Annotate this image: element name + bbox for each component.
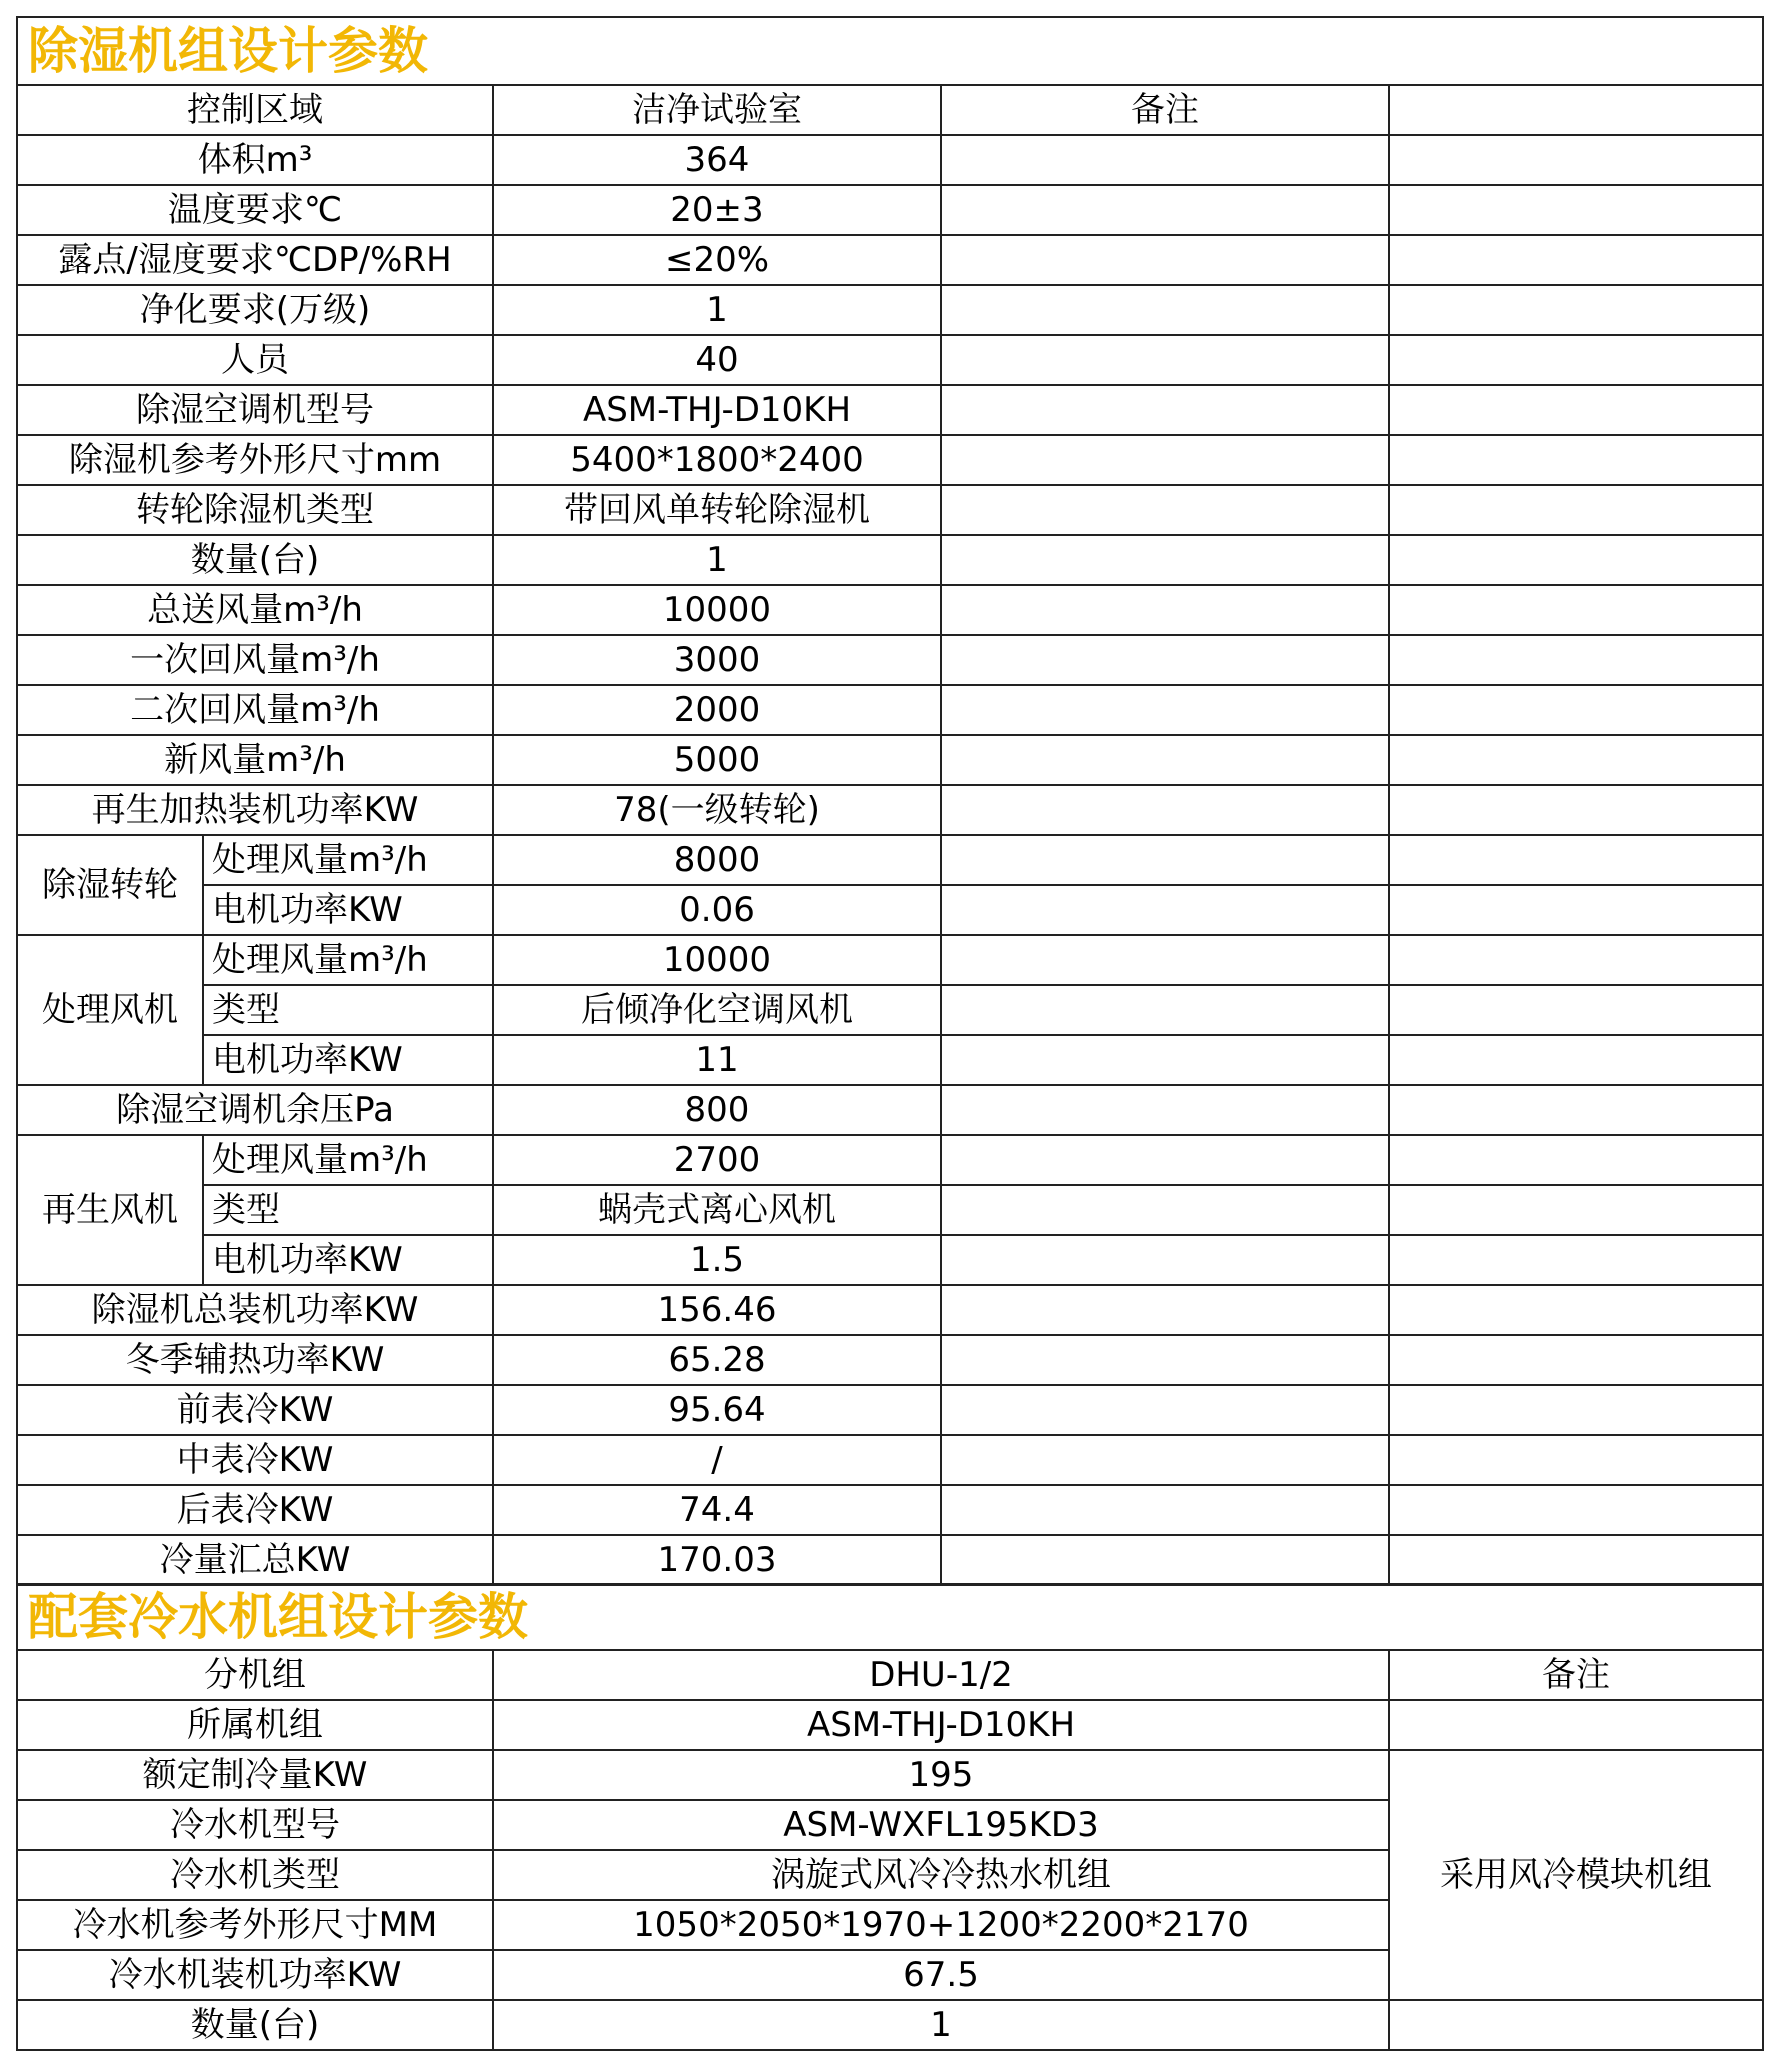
row-label: 冬季辅热功率KW (17, 1335, 493, 1385)
table-row (17, 1135, 1763, 1185)
row-value: 1.5 (493, 1235, 941, 1285)
row-value: 40 (493, 335, 941, 385)
table-header-row (17, 85, 1763, 135)
table-row (17, 1750, 1763, 1800)
table-row (17, 535, 1763, 585)
row-value: ≤20% (493, 235, 941, 285)
row-value: 10000 (493, 585, 941, 635)
merged-remark: 采用风冷模块机组 (1389, 1750, 1763, 2000)
row-label: 电机功率KW (203, 1235, 493, 1285)
row-value: 800 (493, 1085, 941, 1135)
row-label: 人员 (17, 335, 493, 385)
table-row (17, 2000, 1763, 2050)
row-label: 处理风量m³/h (203, 935, 493, 985)
group-label-process-fan: 处理风机 (17, 935, 203, 1085)
row-label: 冷水机类型 (17, 1850, 493, 1900)
header-label: 控制区域 (17, 85, 493, 135)
row-label: 电机功率KW (203, 885, 493, 935)
dehumidifier-params-table (16, 16, 1764, 1586)
row-label: 处理风量m³/h (203, 835, 493, 885)
row-label: 除湿机参考外形尺寸mm (17, 435, 493, 485)
row-value: 带回风单转轮除湿机 (493, 485, 941, 535)
row-label: 除湿空调机余压Pa (17, 1085, 493, 1135)
row-label: 冷水机装机功率KW (17, 1950, 493, 2000)
row-value: 11 (493, 1035, 941, 1085)
row-label: 除湿空调机型号 (17, 385, 493, 435)
header-remark: 备注 (941, 85, 1389, 135)
table-row (17, 1185, 1763, 1235)
row-label: 冷量汇总KW (17, 1535, 493, 1585)
row-value: 95.64 (493, 1385, 941, 1435)
row-label: 净化要求(万级) (17, 285, 493, 335)
row-label: 总送风量m³/h (17, 585, 493, 635)
row-value: 170.03 (493, 1535, 941, 1585)
table-row (17, 1435, 1763, 1485)
table-row (17, 1485, 1763, 1535)
table-row (17, 785, 1763, 835)
row-label: 二次回风量m³/h (17, 685, 493, 735)
table-row (17, 335, 1763, 385)
row-value: / (493, 1435, 941, 1485)
row-label: 体积m³ (17, 135, 493, 185)
table-row (17, 685, 1763, 735)
row-value: 156.46 (493, 1285, 941, 1335)
row-label: 数量(台) (17, 2000, 493, 2050)
row-value: 74.4 (493, 1485, 941, 1535)
row-value: 5400*1800*2400 (493, 435, 941, 485)
row-label: 处理风量m³/h (203, 1135, 493, 1185)
row-label: 再生加热装机功率KW (17, 785, 493, 835)
table-row (17, 885, 1763, 935)
table-row (17, 735, 1763, 785)
header-value: 洁净试验室 (493, 85, 941, 135)
row-value: 1 (493, 285, 941, 335)
row-label: 露点/湿度要求℃DP/%RH (17, 235, 493, 285)
table-row (17, 1535, 1763, 1585)
table-row (17, 1335, 1763, 1385)
row-value: 78(一级转轮) (493, 785, 941, 835)
header-remark: 备注 (1389, 1650, 1763, 1700)
row-label: 类型 (203, 1185, 493, 1235)
row-label: 一次回风量m³/h (17, 635, 493, 685)
row-value: 65.28 (493, 1335, 941, 1385)
section-title-dehumidifier: 除湿机组设计参数 (17, 17, 1763, 85)
row-label: 类型 (203, 985, 493, 1035)
row-value: 8000 (493, 835, 941, 885)
table-row (17, 1385, 1763, 1435)
row-value: 涡旋式风冷冷热水机组 (493, 1850, 1389, 1900)
table-row (17, 1085, 1763, 1135)
row-value: 67.5 (493, 1950, 1389, 2000)
table-row (17, 485, 1763, 535)
row-label: 转轮除湿机类型 (17, 485, 493, 535)
row-label: 后表冷KW (17, 1485, 493, 1535)
row-label: 电机功率KW (203, 1035, 493, 1085)
row-value: 3000 (493, 635, 941, 685)
table-row (17, 1285, 1763, 1335)
row-value: 0.06 (493, 885, 941, 935)
table-row (17, 585, 1763, 635)
row-value: 5000 (493, 735, 941, 785)
table-row (17, 1700, 1763, 1750)
row-value: 2700 (493, 1135, 941, 1185)
row-label: 冷水机型号 (17, 1800, 493, 1850)
row-value: 1050*2050*1970+1200*2200*2170 (493, 1900, 1389, 1950)
row-value: 蜗壳式离心风机 (493, 1185, 941, 1235)
header-extra (1389, 85, 1763, 135)
row-label: 所属机组 (17, 1700, 493, 1750)
table-row (17, 235, 1763, 285)
table-row (17, 285, 1763, 335)
row-label: 新风量m³/h (17, 735, 493, 785)
table-row (17, 435, 1763, 485)
row-label: 中表冷KW (17, 1435, 493, 1485)
group-label-wheel: 除湿转轮 (17, 835, 203, 935)
row-label: 额定制冷量KW (17, 1750, 493, 1800)
row-label: 温度要求℃ (17, 185, 493, 235)
row-label: 冷水机参考外形尺寸MM (17, 1900, 493, 1950)
header-label: 分机组 (17, 1650, 493, 1700)
row-value: ASM-THJ-D10KH (493, 385, 941, 435)
table-header-row (17, 1650, 1763, 1700)
row-value: ASM-WXFL195KD3 (493, 1800, 1389, 1850)
table-row (17, 185, 1763, 235)
row-value: ASM-THJ-D10KH (493, 1700, 1389, 1750)
row-label: 前表冷KW (17, 1385, 493, 1435)
table-row (17, 1235, 1763, 1285)
row-value: 1 (493, 2000, 1389, 2050)
table-row (17, 935, 1763, 985)
row-value: 364 (493, 135, 941, 185)
row-value: 后倾净化空调风机 (493, 985, 941, 1035)
table-row (17, 135, 1763, 185)
row-value: 195 (493, 1750, 1389, 1800)
section-title-chiller: 配套冷水机组设计参数 (17, 1584, 1763, 1650)
table-row (17, 385, 1763, 435)
row-label: 除湿机总装机功率KW (17, 1285, 493, 1335)
group-label-regen-fan: 再生风机 (17, 1135, 203, 1285)
header-value: DHU-1/2 (493, 1650, 1389, 1700)
row-value: 1 (493, 535, 941, 585)
chiller-params-table (16, 1583, 1764, 2051)
table-row (17, 835, 1763, 885)
row-label: 数量(台) (17, 535, 493, 585)
table-row (17, 985, 1763, 1035)
table-row (17, 635, 1763, 685)
row-value: 20±3 (493, 185, 941, 235)
row-value: 2000 (493, 685, 941, 735)
row-value: 10000 (493, 935, 941, 985)
table-row (17, 1035, 1763, 1085)
